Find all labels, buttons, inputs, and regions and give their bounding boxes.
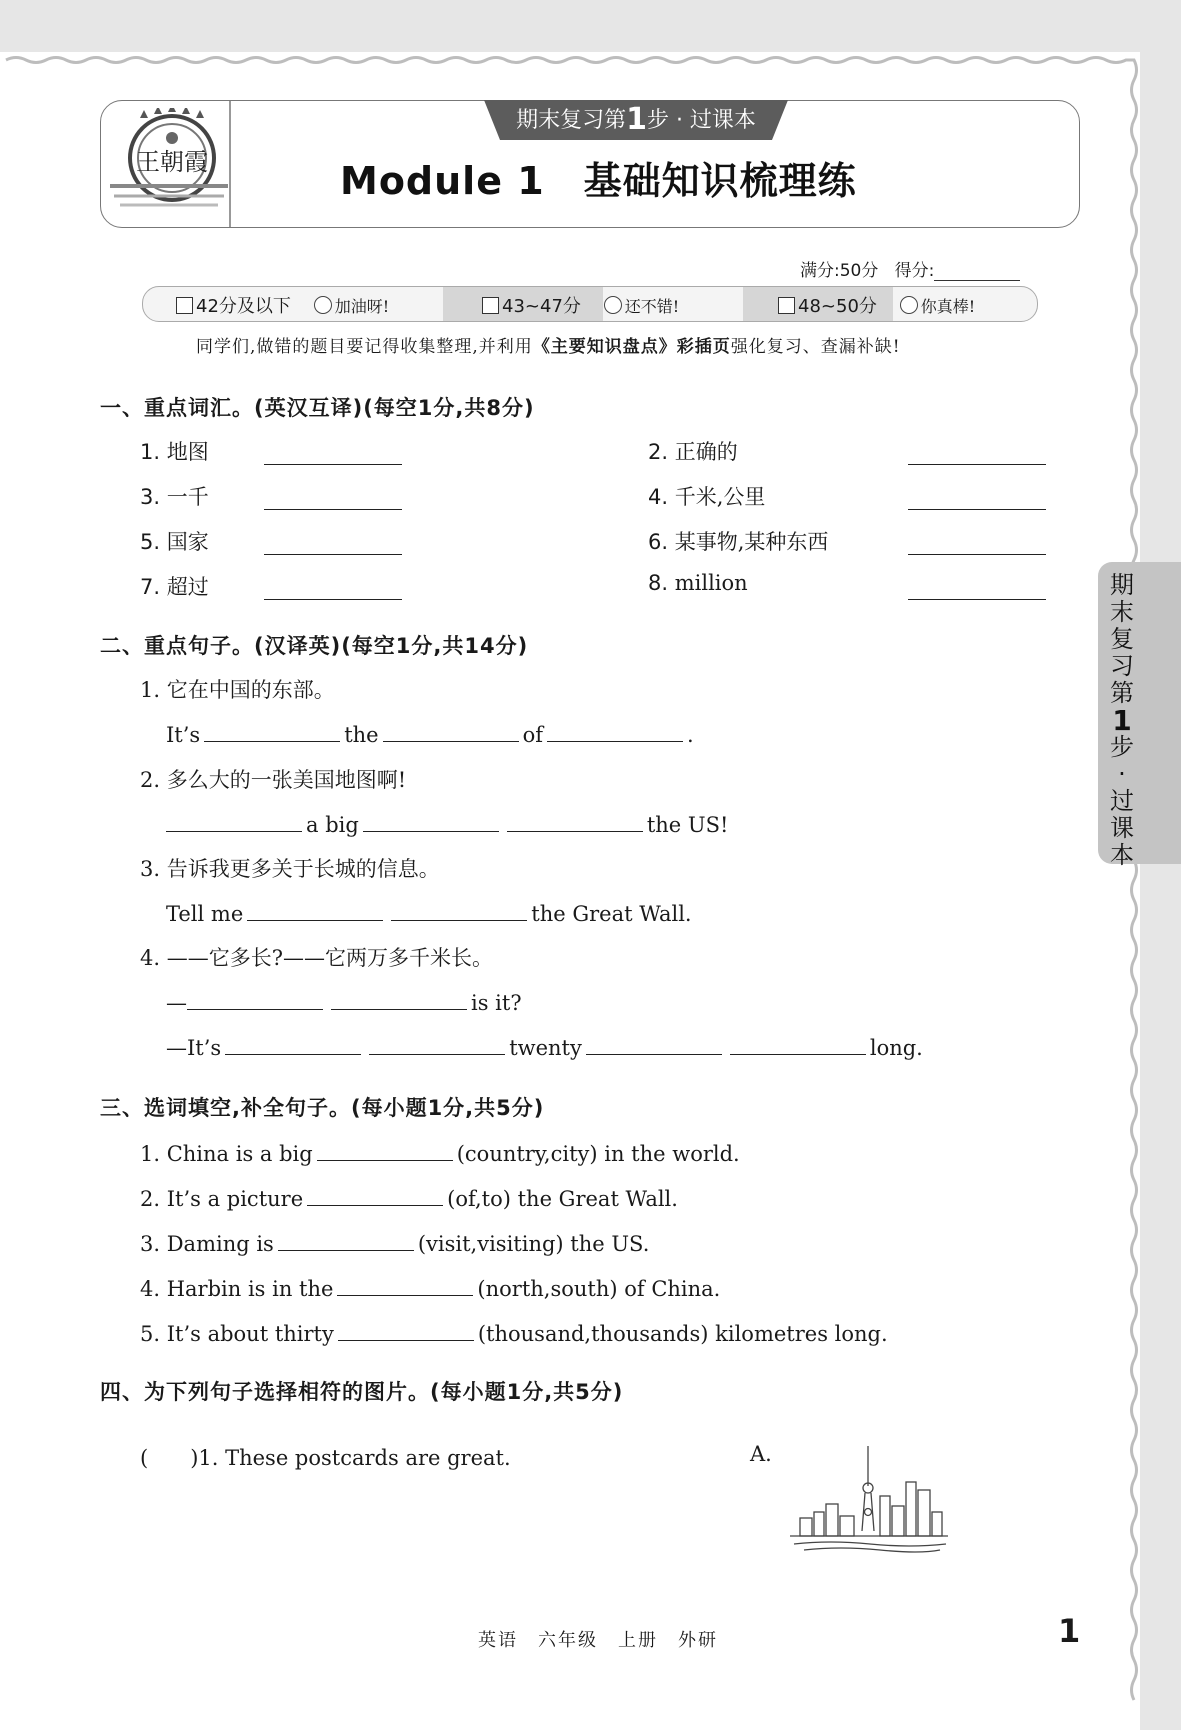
vocab-item-1: 1. 地图 (140, 440, 209, 464)
answer-blank[interactable] (507, 809, 643, 832)
vocab-blank-6[interactable] (908, 554, 1046, 555)
sentence-q2-answer: a big the US! (162, 809, 728, 837)
sentence-q1: 1. 它在中国的东部。 (140, 678, 335, 702)
grade-item-mid: 43~47分 还不错! (482, 292, 679, 318)
answer-blank[interactable] (338, 1318, 474, 1341)
answer-blank[interactable] (247, 898, 383, 921)
answer-blank[interactable] (337, 1273, 473, 1296)
checkbox-high[interactable] (778, 297, 795, 314)
score-line: 满分:50分 得分: (800, 256, 1020, 281)
face-icon (604, 296, 622, 314)
sentence-q4-answer-2: —It’s twenty long. (166, 1032, 923, 1060)
answer-blank[interactable] (363, 809, 499, 832)
vocab-item-2: 2. 正确的 (648, 440, 738, 464)
vocab-item-3: 3. 一千 (140, 485, 209, 509)
sentence-q4-answer-1: — is it? (166, 987, 522, 1015)
answer-blank[interactable] (278, 1228, 414, 1251)
header-divider (229, 101, 231, 227)
footer-text: 英语 六年级 上册 外研 (478, 1630, 718, 1651)
fill-item-5: 5. It’s about thirty (thousand,thousands) kilometres long. (140, 1318, 888, 1346)
grade-item-high: 48~50分 你真棒! (778, 292, 975, 318)
answer-blank[interactable] (204, 719, 340, 742)
step-banner-text: 期末复习第1步 · 过课本 (516, 102, 756, 137)
vocab-item-7: 7. 超过 (140, 575, 209, 599)
notice-text: 同学们,做错的题目要记得收集整理,并利用《主要知识盘点》彩插页强化复习、查漏补缺! (196, 337, 901, 357)
side-step-text: 期 末 复 习 第 1 步 · 过 课 本 (1110, 571, 1134, 869)
wangzhaoxia-logo (110, 108, 228, 220)
section-2-title: 二、重点句子。(汉译英)(每空1分,共14分) (100, 634, 529, 658)
sentence-q4: 4. ——它多长?——它两万多千米长。 (140, 946, 493, 970)
section-4-title: 四、为下列句子选择相符的图片。(每小题1分,共5分) (100, 1380, 624, 1404)
section-3-title: 三、选词填空,补全句子。(每小题1分,共5分) (100, 1096, 545, 1120)
answer-blank[interactable] (547, 719, 683, 742)
page-title: Module 1 基础知识梳理练 (340, 159, 857, 203)
sentence-q1-answer: It’s the of . (166, 719, 694, 747)
fill-item-4: 4. Harbin is in the (north,south) of China. (140, 1273, 720, 1301)
vocab-blank-1[interactable] (264, 464, 402, 465)
sentence-q2: 2. 多么大的一张美国地图啊! (140, 768, 407, 792)
answer-blank[interactable] (307, 1183, 443, 1206)
fill-item-2: 2. It’s a picture (of,to) the Great Wall. (140, 1183, 678, 1211)
page-number: 1 (1058, 1612, 1081, 1650)
answer-blank[interactable] (225, 1032, 361, 1055)
grade-item-low: 42分及以下 加油呀! (176, 292, 389, 318)
sentence-q3: 3. 告诉我更多关于长城的信息。 (140, 857, 440, 881)
vocab-item-5: 5. 国家 (140, 530, 209, 554)
vocab-blank-4[interactable] (908, 509, 1046, 510)
answer-blank[interactable] (187, 987, 323, 1010)
sentence-q3-answer: Tell me the Great Wall. (166, 898, 692, 926)
answer-blank[interactable] (730, 1032, 866, 1055)
face-icon (314, 296, 332, 314)
answer-blank[interactable] (586, 1032, 722, 1055)
vocab-blank-2[interactable] (908, 464, 1046, 465)
fill-item-1: 1. China is a big (country,city) in the world. (140, 1138, 740, 1166)
vocab-blank-5[interactable] (264, 554, 402, 555)
answer-blank[interactable] (317, 1138, 453, 1161)
vocab-item-4: 4. 千米,公里 (648, 485, 766, 509)
checkbox-mid[interactable] (482, 297, 499, 314)
vocab-blank-7[interactable] (264, 599, 402, 600)
answer-blank[interactable] (369, 1032, 505, 1055)
score-blank[interactable] (934, 262, 1020, 281)
vocab-blank-3[interactable] (264, 509, 402, 510)
vocab-item-8: 8. million (648, 571, 748, 595)
city-skyline-illustration[interactable] (790, 1446, 948, 1556)
vocab-blank-8[interactable] (908, 599, 1046, 600)
face-icon (900, 296, 918, 314)
answer-blank[interactable] (331, 987, 467, 1010)
section-1-title: 一、重点词汇。(英汉互译)(每空1分,共8分) (100, 396, 535, 420)
option-a-label: A. (750, 1442, 772, 1466)
match-item-1: ( )1. These postcards are great. (140, 1446, 511, 1470)
fill-item-3: 3. Daming is (visit,visiting) the US. (140, 1228, 649, 1256)
vocab-item-6: 6. 某事物,某种东西 (648, 530, 829, 554)
checkbox-low[interactable] (176, 297, 193, 314)
answer-blank[interactable] (391, 898, 527, 921)
answer-blank[interactable] (166, 809, 302, 832)
svg-text:王朝霞: 王朝霞 (136, 148, 208, 176)
answer-blank[interactable] (383, 719, 519, 742)
